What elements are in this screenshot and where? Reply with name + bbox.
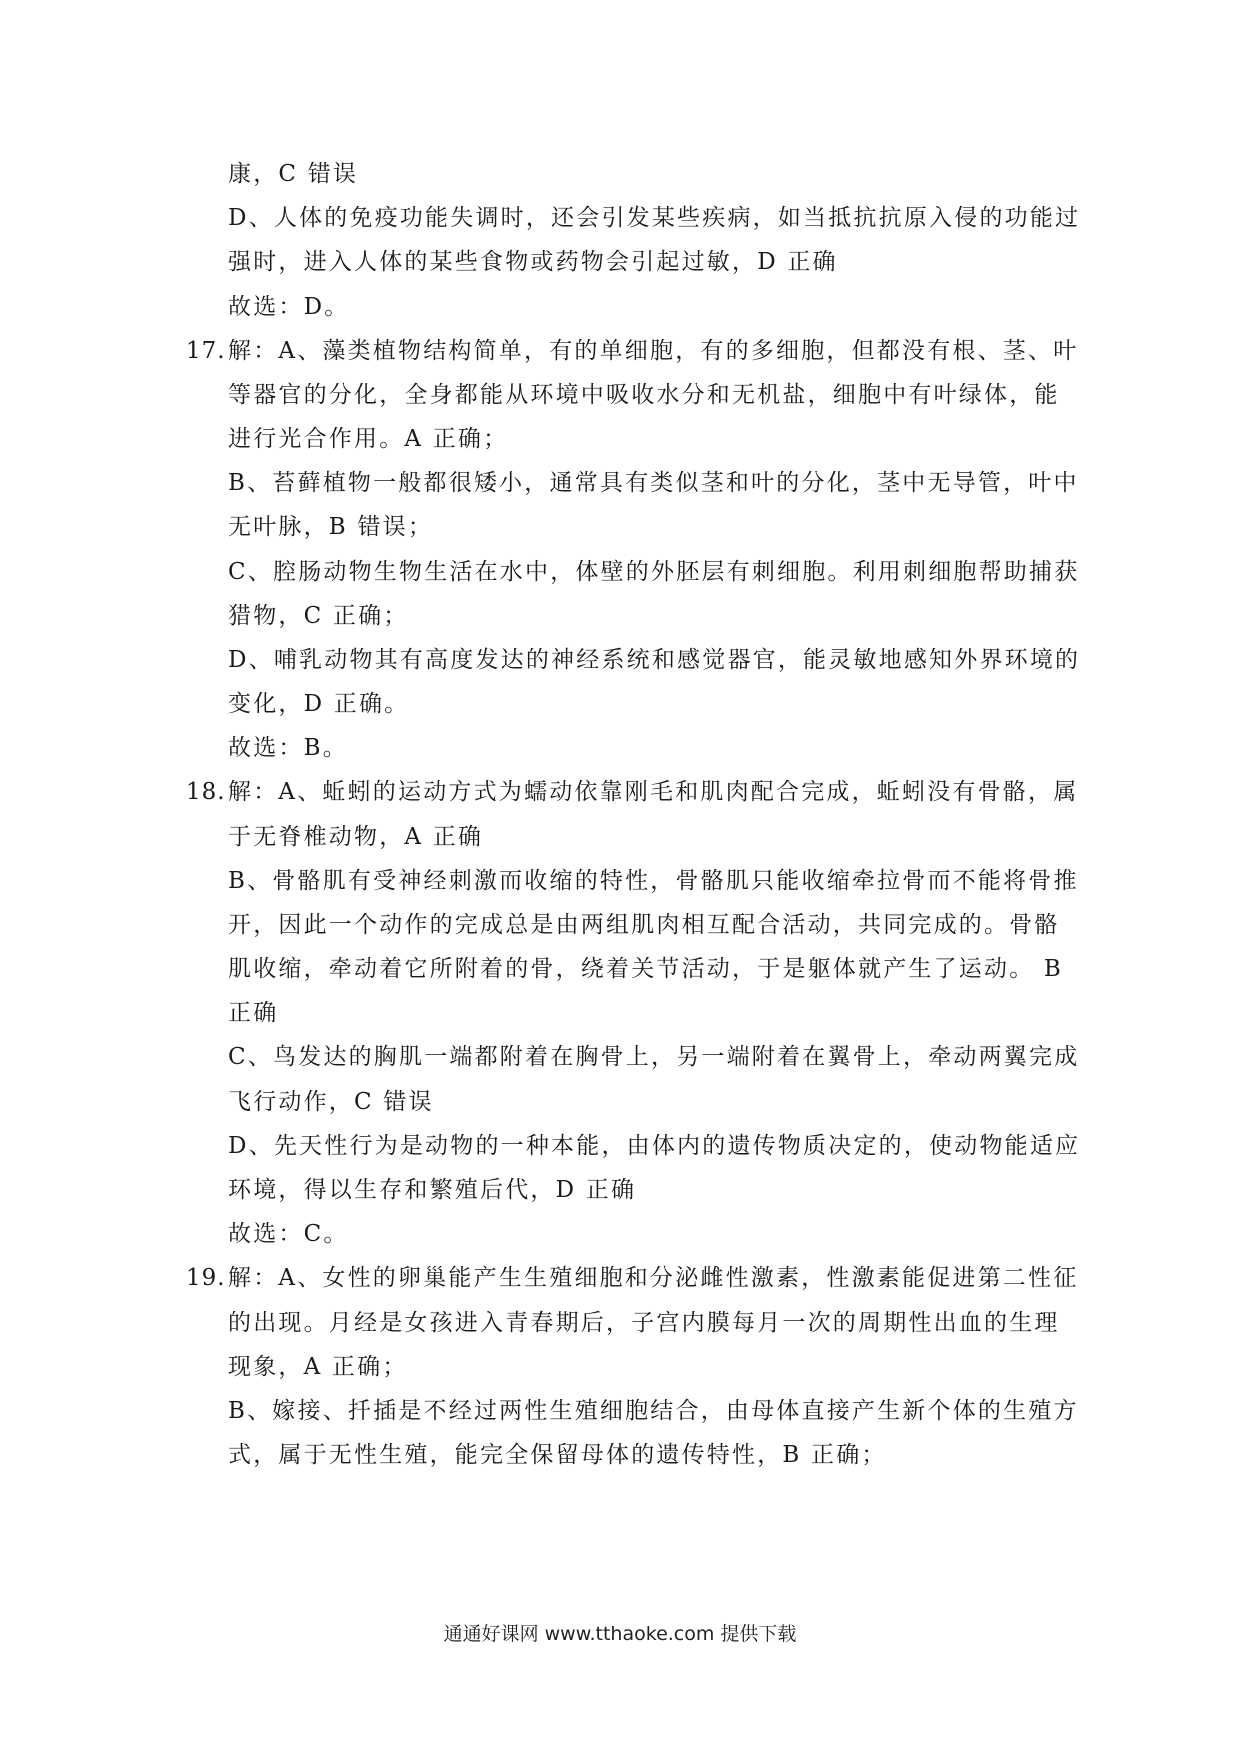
paragraph-line: 故选：C。 <box>228 1221 349 1247</box>
paragraph-line: 猎物，C 正确； <box>228 603 409 629</box>
paragraph-line: D、人体的免疫功能失调时，还会引发某些疾病，如当抵抗抗原入侵的功能过 <box>228 205 1081 231</box>
paragraph-line: 开，因此一个动作的完成总是由两组肌肉相互配合活动，共同完成的。骨骼 <box>228 912 1060 938</box>
paragraph-line: B、苔藓植物一般都很矮小，通常具有类似茎和叶的分化，茎中无导管，叶中 <box>228 470 1079 496</box>
question-number-19: 19. <box>186 1265 226 1291</box>
question-number-18: 18. <box>186 779 226 805</box>
paragraph-line: B、骨骼肌有受神经刺激而收缩的特性，骨骼肌只能收缩牵拉骨而不能将骨推 <box>228 868 1079 894</box>
paragraph-line: 现象，A 正确； <box>228 1354 408 1380</box>
paragraph-line: 环境，得以生存和繁殖后代，D 正确 <box>228 1177 637 1203</box>
paragraph-line: D、先天性行为是动物的一种本能，由体内的遗传物质决定的，使动物能适应 <box>228 1133 1081 1159</box>
paragraph-line: 飞行动作，C 错误 <box>228 1089 434 1115</box>
paragraph-line: 故选：B。 <box>228 735 348 761</box>
paragraph-line: C、鸟发达的胸肌一端都附着在胸骨上，另一端附着在翼骨上，牵动两翼完成 <box>228 1044 1080 1070</box>
paragraph-line: C、腔肠动物生物生活在水中，体壁的外胚层有刺细胞。利用刺细胞帮助捕获 <box>228 559 1080 585</box>
question-number-17: 17. <box>186 338 226 364</box>
paragraph-line: 康，C 错误 <box>228 161 359 187</box>
paragraph-line: 无叶脉，B 错误； <box>228 514 434 540</box>
paragraph-line: 故选：D。 <box>228 294 350 320</box>
paragraph-line: D、哺乳动物其有高度发达的神经系统和感觉器官，能灵敏地感知外界环境的 <box>228 647 1081 673</box>
paragraph-line: 式，属于无性生殖，能完全保留母体的遗传特性，B 正确； <box>228 1442 887 1468</box>
paragraph-line: 变化，D 正确。 <box>228 691 410 717</box>
paragraph-line: 肌收缩，牵动着它所附着的骨，绕着关节活动，于是躯体就产生了运动。 B <box>228 956 1064 982</box>
paragraph-line: 解：A、藻类植物结构简单，有的单细胞，有的多细胞，但都没有根、茎、叶 <box>228 338 1079 364</box>
paragraph-line: 等器官的分化，全身都能从环境中吸收水分和无机盐，细胞中有叶绿体，能 <box>228 382 1060 408</box>
paragraph-line: 解：A、蚯蚓的运动方式为蠕动依靠刚毛和肌肉配合完成，蚯蚓没有骨骼，属 <box>228 779 1079 805</box>
paragraph-line: B、嫁接、扦插是不经过两性生殖细胞结合，由母体直接产生新个体的生殖方 <box>228 1398 1079 1424</box>
paragraph-line: 强时，进入人体的某些食物或药物会引起过敏，D 正确 <box>228 249 838 275</box>
paragraph-line: 解：A、女性的卵巢能产生生殖细胞和分泌雌性激素，性激素能促进第二性征 <box>228 1265 1079 1291</box>
paragraph-line: 的出现。月经是女孩进入青春期后，子宫内膜每月一次的周期性出血的生理 <box>228 1310 1060 1336</box>
paragraph-line: 正确 <box>228 1000 279 1026</box>
page-footer: 通通好课网 www.tthaoke.com 提供下载 <box>443 1623 797 1645</box>
paragraph-line: 于无脊椎动物，A 正确 <box>228 824 484 850</box>
paragraph-line: 进行光合作用。A 正确； <box>228 426 509 452</box>
